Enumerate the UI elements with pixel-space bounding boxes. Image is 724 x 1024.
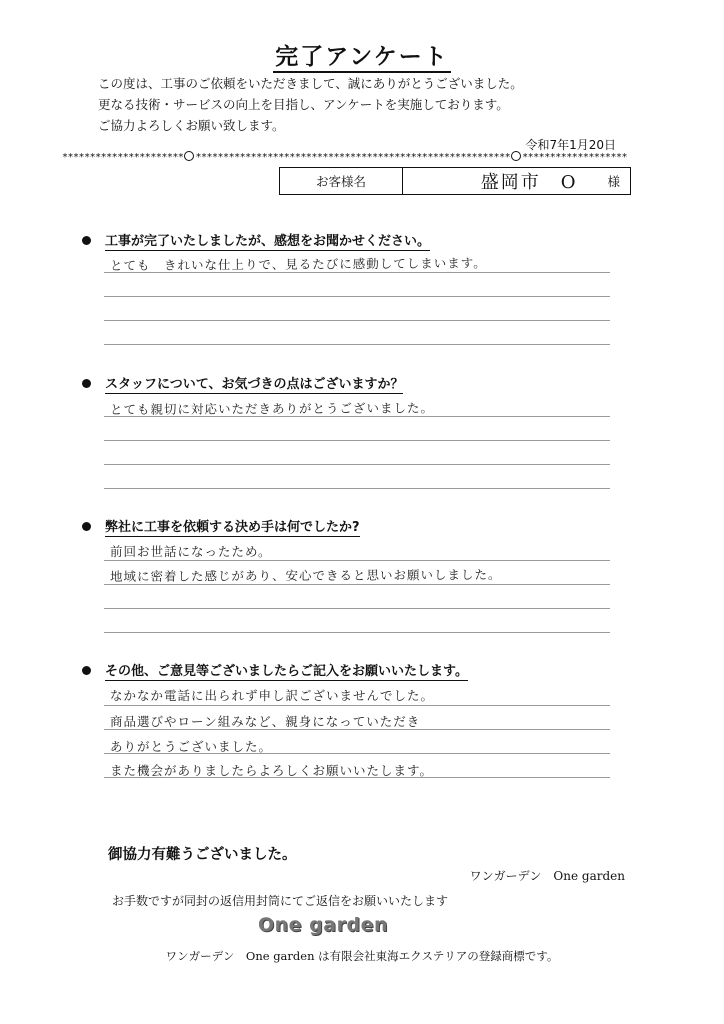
answer-rule <box>104 632 610 633</box>
intro-line-3: ご協力よろしくお願い致します。 <box>98 118 285 133</box>
thanks-message: 御協力有難うございました。 <box>108 847 297 863</box>
question-4-text: その他、ご意見等ございましたらご記入をお願いいたします。 <box>105 660 468 681</box>
bullet-icon <box>82 666 91 675</box>
one-garden-logo: One garden <box>258 914 388 936</box>
answer-4-line-2: 商品選びやローン組みなど、親身になっていただき <box>110 714 421 729</box>
answer-rule <box>104 560 610 561</box>
answer-rule <box>104 440 610 441</box>
answer-rule <box>104 488 610 489</box>
question-4 <box>82 660 468 681</box>
question-2 <box>82 373 403 394</box>
question-3 <box>82 516 360 537</box>
answer-rule <box>104 272 610 273</box>
ring-mark-icon <box>184 151 194 161</box>
customer-suffix: 様 <box>607 174 620 189</box>
intro-line-2: 更なる技術・サービスの向上を目指し、アンケートを実施しております。 <box>98 97 509 112</box>
intro-line-1: この度は、工事のご依頼をいただきまして、誠にありがとうございました。 <box>98 76 523 91</box>
ring-mark-icon <box>511 151 521 161</box>
question-3-text: 弊社に工事を依頼する決め手は何でしたか? <box>105 516 360 537</box>
customer-name-box <box>279 167 631 195</box>
answer-rule <box>104 584 610 585</box>
answer-4-line-3: ありがとうございました。 <box>110 739 273 754</box>
bullet-icon <box>82 236 91 245</box>
answer-rule <box>104 729 610 730</box>
answer-rule <box>104 296 610 297</box>
page-title <box>0 38 724 71</box>
trademark-note: ワンガーデン One garden は有限会社東海エクステリアの登録商標です。 <box>165 949 559 963</box>
answer-4-line-1: なかなか電話に出られず申し訳ございませんでした。 <box>110 688 435 703</box>
customer-name: 盛岡市 O <box>480 172 578 193</box>
answer-1-line-1: とても きれいな仕上りで、見るたびに感動してしまいます。 <box>109 255 487 274</box>
answer-rule <box>104 753 610 754</box>
customer-name-label: お客様名 <box>280 168 403 194</box>
question-1-text: 工事が完了いたしましたが、感想をお聞かせください。 <box>105 230 430 251</box>
answer-4-line-4: また機会がありましたらよろしくお願いいたします。 <box>110 763 434 778</box>
answer-rule <box>104 320 610 321</box>
question-2-text: スタッフについて、お気づきの点はございますか？ <box>105 373 403 394</box>
bullet-icon <box>82 379 91 388</box>
answer-rule <box>104 464 610 465</box>
answer-3-line-2: 地域に密着した感じがあり、安心できると思いお願いしました。 <box>109 566 502 584</box>
answer-rule <box>104 416 610 417</box>
answer-rule <box>104 705 610 706</box>
answer-rule <box>104 608 610 609</box>
answer-rule <box>104 344 610 345</box>
company-name: ワンガーデン One garden <box>469 869 625 883</box>
answer-3-line-1: 前回お世話になったため。 <box>110 544 272 559</box>
answer-rule <box>104 777 610 778</box>
question-1 <box>82 230 430 251</box>
survey-date: 令和7年1月20日 <box>525 138 616 152</box>
page-title-text: 完了アンケート <box>273 44 451 73</box>
bullet-icon <box>82 522 91 531</box>
answer-2-line-1: とても親切に対応いただきありがとうございました。 <box>109 400 435 417</box>
customer-name-value <box>403 168 630 194</box>
return-note: お手数ですが同封の返信用封筒にてご返信をお願いいたします <box>112 894 449 908</box>
star-divider: ********************** ********************************************************* ******************* <box>62 152 628 163</box>
